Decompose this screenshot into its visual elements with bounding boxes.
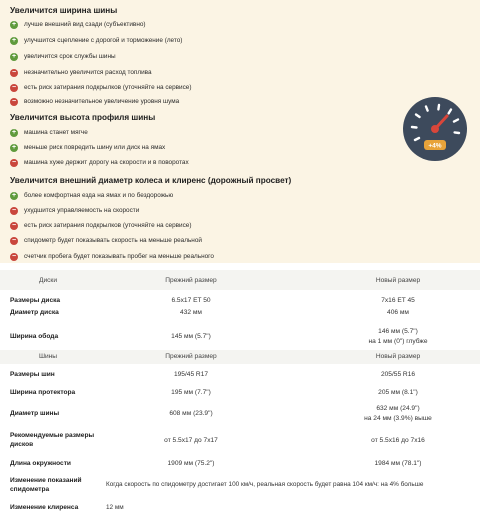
plus-icon: + — [11, 128, 17, 136]
effect-item: + машина станет мягче — [11, 128, 88, 136]
section-title-profile: Увеличится высота профиля шины — [10, 113, 156, 122]
plus-icon: + — [11, 52, 17, 60]
effect-item: − незначительно увеличится расход топлива — [11, 68, 152, 76]
section-title-width: Увеличится ширина шины — [10, 6, 118, 15]
section-title-diameter: Увеличится внешний диаметр колеса и клиренс (дорожный просвет) — [10, 176, 292, 185]
table-row: Размеры диска 6.5x17 ET 50 7x16 ET 45 — [10, 297, 415, 304]
effect-item: + увеличится срок службы шины — [11, 52, 116, 60]
table-header-discs: Диски Прежний размер Новый размер — [0, 270, 480, 290]
table-row: Ширина протектора 195 мм (7.7") 205 мм (8.1") — [10, 389, 418, 396]
effect-item: − есть риск затирания подкрылков (уточняйте на сервисе) — [11, 221, 192, 229]
table-row-clearance: Изменение клиренса 12 мм — [10, 504, 124, 511]
gauge-badge: +4% — [428, 142, 442, 150]
effect-item: + более комфортная езда на ямах и по бездорожью — [11, 191, 174, 199]
table-header-tires: Шины Прежний размер Новый размер — [0, 350, 480, 364]
table-row: Длина окружности 1909 мм (75.2") 1984 мм (78.1") — [10, 460, 422, 467]
speedometer-icon — [402, 96, 468, 162]
effect-item: − счетчик пробега будет показывать пробег на меньше реального — [11, 252, 214, 260]
plus-icon: + — [11, 36, 17, 44]
minus-icon: − — [11, 206, 17, 214]
minus-icon: − — [11, 97, 17, 105]
effect-item: + улучшится сцепление с дорогой и торможение (лето) — [11, 36, 183, 44]
effect-item: − машина хуже держит дорогу на скорости и в поворотах — [11, 158, 189, 166]
effect-item: + меньше риск повредить шину или диск на ямах — [11, 143, 166, 151]
effect-item: − возможно незначительное увеличение уровня шума — [11, 97, 180, 105]
plus-icon: + — [11, 143, 17, 151]
table-row-speedometer: Изменение показаний спидометра Когда скорость по спидометру достигает 100 км/ч, реальная скорость будет равна 104 км/ч: на 4% больше — [10, 477, 424, 493]
minus-icon: − — [11, 158, 17, 166]
plus-icon: + — [11, 191, 17, 199]
table-row: Диаметр диска 432 мм 406 мм — [10, 309, 409, 316]
minus-icon: − — [11, 83, 17, 91]
table-row: Диаметр шины 608 мм (23.9") 632 мм (24.9") на 24 мм (3.9%) выше — [10, 405, 432, 422]
table-row: Ширина обода 145 мм (5.7") 146 мм (5.7") на 1 мм (0") глубже — [10, 328, 428, 345]
minus-icon: − — [11, 221, 17, 229]
minus-icon: − — [11, 236, 17, 244]
effect-item: − спидометр будет показывать скорость на меньше реальной — [11, 236, 202, 244]
effect-item: − ухудшится управляемость на скорости — [11, 206, 140, 214]
plus-icon: + — [11, 20, 17, 28]
minus-icon: − — [11, 252, 17, 260]
table-row: Рекомендуемые размеры дисков от 5.5x17 до 7x17 от 5.5x16 до 7x16 — [10, 432, 425, 448]
effect-item: − есть риск затирания подкрылков (уточняйте на сервисе) — [11, 83, 192, 91]
minus-icon: − — [11, 68, 17, 76]
table-row: Размеры шин 195/45 R17 205/55 R16 — [10, 371, 416, 378]
effect-item: + лучше внешний вид сзади (субъективно) — [11, 20, 146, 28]
